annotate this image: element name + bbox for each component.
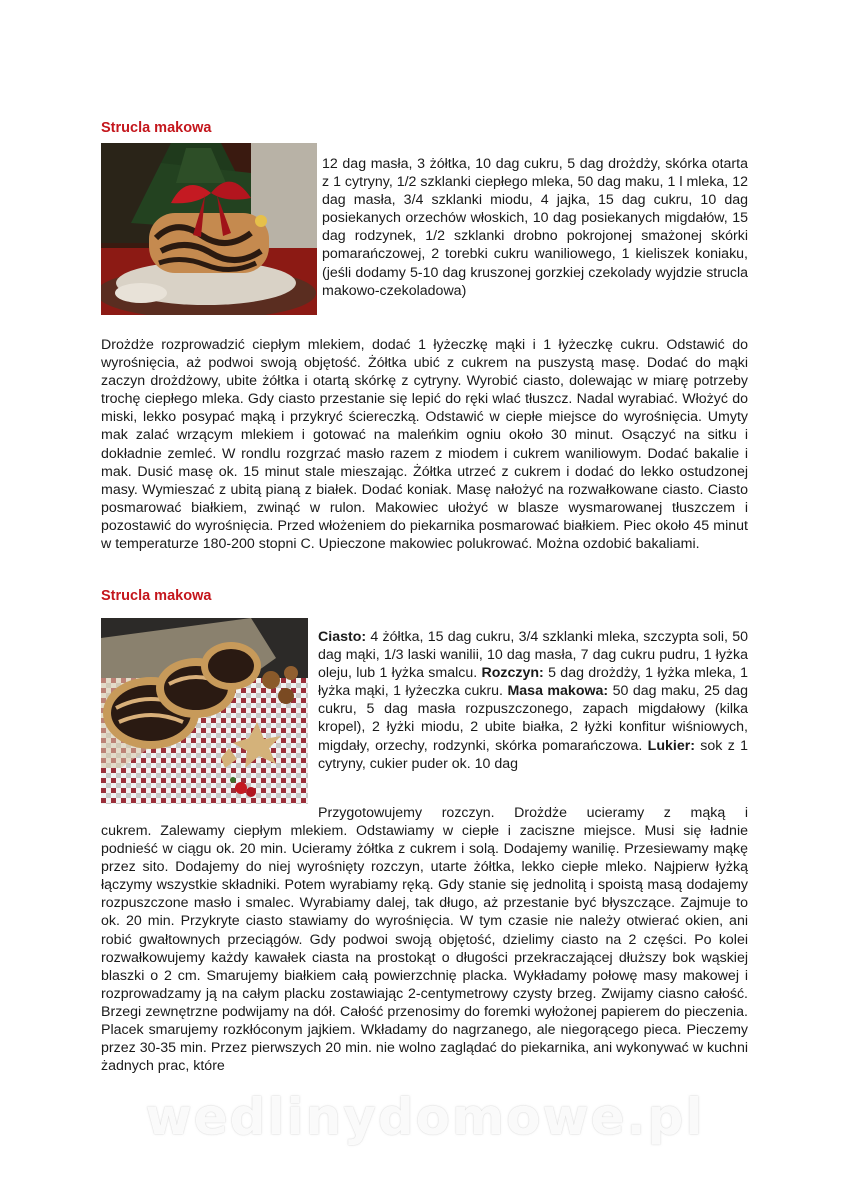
masa-text: 50 dag maku, 25 dag cukru, 5 dag masła rozpuszczonego, zapach migdałowy (kilka kropel), 2 łyżki miodu, 2 ubite białka, 2 łyżki konfitur wiśniowych, migdały, orzechy, rodzynki, skórka pomarańczowa. [318,683,748,754]
recipe-1-ingredients: 12 dag masła, 3 żółtka, 10 dag cukru, 5 dag drożdży, skórka otarta z 1 cytryny, 1/2 szklanki ciepłego mleka, 50 dag maku, 1 l mleka, 12 dag masła, 3/4 szklanki miodu, 4 jajka, 15 dag cukru, 10 dag posiekanych orzechów włoskich, 10 dag posiekanych migdałów, 15 dag rodzynek, 1/2 szklanki drobno pokrojonej smażonej skórki pomarańczowej, 2 torebki cukru waniliowego, 1 kieliszek koniaku, (jeśli dodamy 5-10 dag kruszonej gorzkiej czekolady wyjdzie strucla makowo-czekoladowa) [322,156,748,299]
rozczyn-label: Rozczyn: [481,665,544,682]
recipe-2-ingredients [318,628,748,773]
ciasto-label: Ciasto: [318,629,367,645]
watermark: wedlinydomowe.pl [145,1088,705,1146]
lukier-text: sok z 1 cytryny, cukier puder ok. 10 dag [318,737,748,772]
recipe-1-photo [101,143,317,315]
recipe-2-title: Strucla makowa [101,588,212,604]
recipe-1-method: Drożdże rozprowadzić ciepłym mlekiem, dodać 1 łyżeczkę mąki i 1 łyżeczkę cukru. Odstawić do wyrośnięcia, aż podwoi swoją objętość. Żółtka ubić z cukrem na puszystą masę. Dodać do mąki zaczyn drożdżowy, ubite żółtka i otartą skórkę z cytryny. Wyrobić ciasto, dolewając w miarę potrzeby trochę ciepłego mleka. Gdy ciasto przestanie się lepić do ręki wlać tłuszcz. Nadal wyrabiać. Włożyć do miski, lekko posypać mąką i przykryć ściereczką. Odstawić w ciepłe miejsce do wyrośnięcia. Umyty mak zalać wrzącym mlekiem i gotować na maleńkim ogniu około 30 minut. Osączyć na sitku i dokładnie zemleć. W rondlu rozgrzać masło razem z miodem i cukrem waniliowym. Dodać bakalie i mak. Dusić masę ok. 15 minut stale mieszając. Żółtka utrzeć z cukrem i dodać do lekko ostudzonej masy. Wymieszać z ubitą pianą z białek. Dodać koniak. Masę nałożyć na rozwałkowane ciasto. Ciasto posmarować białkiem, zwinąć w rulon. Makowiec ułożyć w blasze wysmarowanej tłuszczem i pozostawić do wyrośnięcia. Przed włożeniem do piekarnika posmarować białkiem. Piec około 45 minut w temperaturze 180-200 stopni C. Upieczone makowiec polukrować. Można ozdobić bakaliami. [101,337,748,553]
poppy-seed-roll-christmas-photo [101,143,317,315]
recipe-2-method: cukrem. Zalewamy ciepłym mlekiem. Odstawiamy w ciepłe i zaciszne miejsce. Musi się ładnie podnieść w ciągu ok. 20 min. Ucieramy żółtka z cukrem i solą. Dodajemy wanilię. Przesiewamy mąkę przez sito. Dodajemy do niej wyrośnięty rozczyn, utarte żółtka, lekko ciepłe mleko. Najpierw łyżką łączymy wszystkie składniki. Potem wyrabiamy ręką. Gdy stanie się jednolitą i spoistą masą dodajemy rozpuszczone masło i smalec. Wyrabiamy dalej, tak długo, aż przestanie być błyszczące. Zajmuje to ok. 20 min. Przykryte ciasto stawiamy do wyrośnięcia. W tym czasie nie należy otwierać okien, ani robić gwałtownych przeciągów. Gdy podwoi swoją objętość, dzielimy ciasto na 2 części. Po kolei rozwałkowujemy każdy kawałek ciasta na prostokąt o długości przekraczającej dłuższy bok wąskiej blaszki o 2 cm. Smarujemy białkiem całą powierzchnię placka. Wykładamy połowę masy makowej i rozprowadzamy ją na całym placku zostawiając 2-centymetrowy czysty brzeg. Zwijamy ciasno całość. Brzegi zewnętrzne podwijamy na dół. Całość przenosimy do foremki wyłożonej papierem do pieczenia. Placek smarujemy rozkłóconym jajkiem. Wkładamy do nagrzanego, ale niegorącego pieca. Pieczemy przez 30-35 min. Przez pierwszych 20 min. nie wolno zaglądać do piekarnika, ani wykonywać w kuchni żadnych prac, które [101,823,748,1075]
recipe-2-photo [101,618,308,804]
lukier-label: Lukier: [647,737,695,754]
rozczyn-text: 5 dag drożdży, 1 łyżka mleka, 1 łyżka mąki, 1 łyżeczka cukru. [318,665,748,700]
poppy-seed-roll-slices-photo [101,618,308,804]
ciasto-text: 4 żółtka, 15 dag cukru, 3/4 szklanki mleka, szczypta soli, 50 dag mąki, 1/3 laski wanilii, 10 dag masła, 7 dag cukru pudru, 1 łyżka oleju, lub 1 łyżka smalcu. [318,629,748,682]
recipe-1-title: Strucla makowa [101,120,212,136]
masa-label: Masa makowa: [507,683,609,700]
recipe-2-method-intro: Przygotowujemy rozczyn. Drożdże ucieramy z mąką i [318,805,748,821]
